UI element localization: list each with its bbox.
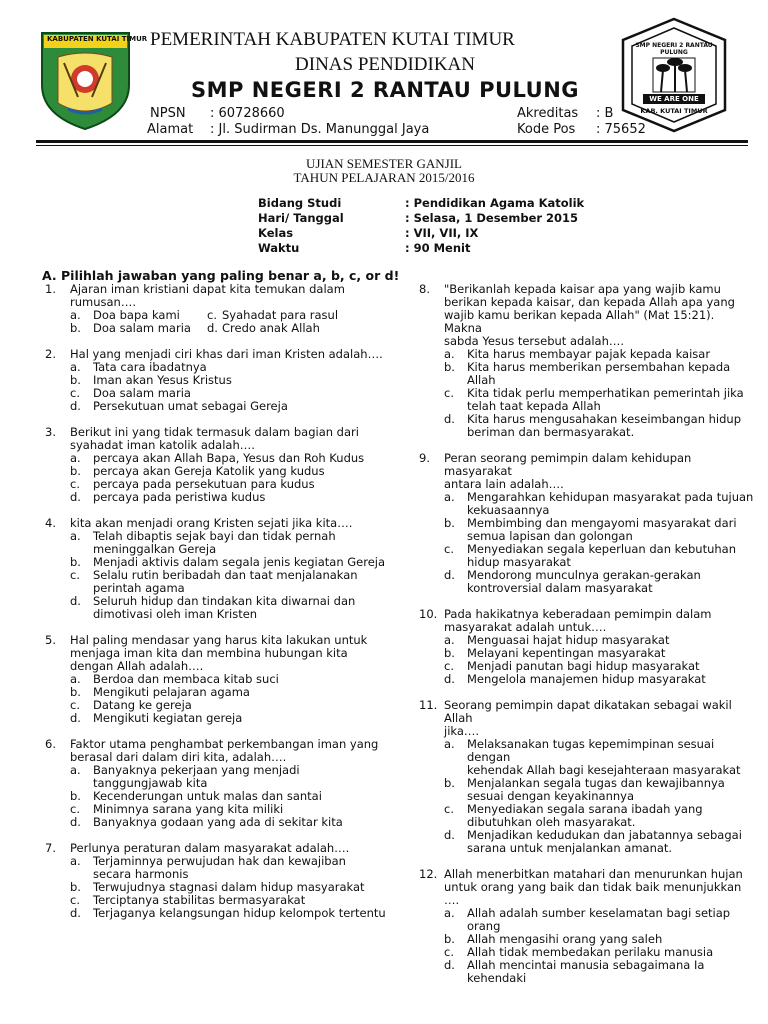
school-logo [615,16,733,134]
question-line: Seorang pemimpin dapat dikatakan sebagai wakil Allah [444,698,732,725]
answer-option [444,569,754,595]
option-line: percaya pada persekutuan para kudus [93,477,315,491]
option-letter: d. [70,594,81,608]
option-text [467,543,754,569]
answer-option [70,595,390,621]
school-logo-bottom-text: KAB. KUTAI TIMUR [640,107,708,115]
answer-option [70,530,390,556]
option-letter: a. [70,308,81,322]
answer-option [70,491,390,504]
question-number: 9. [419,451,430,465]
option-text: Syahadat para rasul [222,308,339,322]
question-line: Hal paling mendasar yang harus kita lakukan untuk [70,633,368,647]
option-line: Terjaganya kelangsungan hidup kelompok tertentu [93,906,386,920]
option-line: Tata cara ibadatnya [93,360,207,374]
option-text [467,491,754,517]
section-instruction: A. Pilihlah jawaban yang paling benar a, b, c, or d! [42,268,400,283]
option-letter: b. [70,321,81,335]
answer-option [444,907,754,933]
option-letter: c. [444,802,454,816]
question-6 [45,738,390,829]
option-line: Kita harus mengusahakan keseimbangan hidup [467,412,742,426]
school-logo-top-text: SMP NEGERI 2 RANTAU PULUNG [635,42,713,56]
meta-label-class: Kelas [258,226,294,240]
option-letter: a. [444,347,455,361]
option-letter: c. [444,386,454,400]
question-text [444,608,754,634]
option-letter: b. [444,360,455,374]
alamat-label: Alamat [147,122,194,137]
option-line: Kecenderungan untuk malas dan santai [93,789,322,803]
option-line: kontroversial dalam masyarakat [467,581,653,595]
answer-option [444,738,754,777]
option-text [467,829,754,855]
option-text [467,413,754,439]
option-text [467,959,754,985]
question-number: 8. [419,282,430,296]
option-letter: d. [444,568,455,582]
question-number: 3. [45,425,56,439]
option-line: Mengikuti kegiatan gereja [93,711,243,725]
option-line: percaya akan Allah Bapa, Yesus dan Roh Kudus [93,451,365,465]
question-line: Peran seorang pemimpin dalam kehidupan masyarakat [444,451,692,478]
answer-option [444,777,754,803]
akreditas-value: : B [596,106,614,121]
option-line: Mengarahkan kehidupan masyarakat pada tujuan [467,490,754,504]
option-letter: a. [70,529,81,543]
kodepos-value: : 75652 [596,122,646,137]
answer-option [444,673,754,686]
answer-option [70,764,390,790]
option-text [93,712,390,725]
option-line: Menjadi panutan bagi hidup masyarakat [467,659,700,673]
option-line: hidup masyarakat [467,555,571,569]
question-line: Ajaran iman kristiani dapat kita temukan dalam [70,282,345,296]
question-line: Hal yang menjadi ciri khas dari iman Kristen adalah…. [70,347,383,361]
question-text [70,634,390,673]
question-9 [419,452,754,595]
option-letter: c. [70,477,80,491]
option-letter: a. [70,360,81,374]
question-line: untuk orang yang baik dan tidak baik menunjukkan …. [444,880,742,907]
question-number: 1. [45,282,56,296]
option-line: Kita harus memberikan persembahan kepada Allah [467,360,731,387]
option-letter: c. [70,568,80,582]
answer-option [444,959,754,985]
question-number: 6. [45,737,56,751]
option-line: Allah mencintai manusia sebagaimana Ia [467,958,705,972]
option-letter: d. [444,412,455,426]
option-letter: d. [70,906,81,920]
question-line: kita akan menjadi orang Kristen sejati jika kita…. [70,516,353,530]
kutai-timur-logo [38,23,148,131]
option-text [467,673,754,686]
question-line: berikan kepada kaisar, dan kepada Allah apa yang [444,295,735,309]
option-letter: d. [444,958,455,972]
akreditas-label: Akreditas [517,106,579,121]
option-text [93,400,390,413]
question-text [444,283,754,348]
option-letter: b. [444,776,455,790]
option-letter: c. [70,698,80,712]
option-line: Minimnya sarana yang kita miliki [93,802,284,816]
question-text [70,426,390,452]
option-text [93,816,390,829]
option-letter: c. [70,893,80,907]
option-line: Terciptanya stabilitas bermasyarakat [93,893,306,907]
option-text [93,530,390,556]
question-line: sabda Yesus tersebut adalah…. [444,334,625,348]
option-line: Terjaminnya perwujudan hak dan kewajiban [93,854,346,868]
option-letter: d. [70,815,81,829]
option-text [467,387,754,413]
answer-option [444,543,754,569]
meta-label-date: Hari/ Tanggal [258,211,344,225]
question-line: Allah menerbitkan matahari dan menurunkan hujan [444,867,743,881]
answer-option [444,491,754,517]
option-letter: a. [70,451,81,465]
option-line: Mengelola manajemen hidup masyarakat [467,672,706,686]
option-line: Seluruh hidup dan tindakan kita diwarnai dan [93,594,356,608]
question-line: Berikut ini yang tidak termasuk dalam bagian dari [70,425,359,439]
option-letter: b. [70,555,81,569]
answer-option [70,569,390,595]
option-text [93,491,390,504]
option-line: Terwujudnya stagnasi dalam hidup masyarakat [93,880,365,894]
question-text [70,738,390,764]
option-line: Datang ke gereja [93,698,192,712]
option-line: Membimbing dan mengayomi masyarakat dari [467,516,737,530]
question-text [70,283,390,309]
option-text [93,595,390,621]
option-text [467,907,754,933]
question-line: berasal dari dalam diri kita, adalah…. [70,750,287,764]
left-logo-text: KABUPATEN KUTAI TIMUR [47,35,148,43]
option-line: Menjadikan kedudukan dan jabatannya sebagai [467,828,742,842]
option-text [93,907,390,920]
question-number: 10. [419,607,438,621]
option-letter: c. [70,802,80,816]
school-name: SMP NEGERI 2 RANTAU PULUNG [190,78,580,102]
option-line: sarana untuk menjalankan amanat. [467,841,673,855]
option-line: kekuasaannya [467,503,550,517]
answer-option [444,387,754,413]
answer-option [70,816,390,829]
meta-value-subject: : Pendidikan Agama Katolik [405,196,585,210]
option-letter: a. [70,672,81,686]
option-letter: d. [70,490,81,504]
meta-value-time: : 90 Menit [405,241,471,255]
answer-option [70,712,390,725]
option-letter: b. [70,464,81,478]
option-line: kehendaki [467,971,527,985]
answer-option [70,907,390,920]
question-number: 4. [45,516,56,530]
option-line: Allah mengasihi orang yang saleh [467,932,663,946]
option-text [93,855,390,881]
option-row [70,322,390,335]
question-2 [45,348,390,413]
option-line: Kita harus membayar pajak kepada kaisar [467,347,711,361]
option-line: Telah dibaptis sejak bayi dan tidak pernah [93,529,336,543]
kop-line2: DINAS PENDIDIKAN [295,54,475,75]
question-line: wajib kamu berikan kepada Allah" (Mat 15:21). Makna [444,308,715,335]
question-12 [419,868,754,985]
option-line: Selalu rutin beribadah dan taat menjalanakan [93,568,358,582]
question-1 [45,283,390,335]
option-letter: c. [207,308,217,322]
option-text [467,777,754,803]
option-line: kehendak Allah bagi kesejahteraan masyarakat [467,763,741,777]
header-divider-thin [36,145,748,146]
option-letter: b. [70,685,81,699]
meta-label-subject: Bidang Studi [258,196,342,210]
option-letter: a. [444,737,455,751]
kop-line1: PEMERINTAH KABUPATEN KUTAI TIMUR [150,29,515,50]
option-line: Banyaknya pekerjaan yang menjadi [93,763,300,777]
alamat-value: : Jl. Sudirman Ds. Manunggal Jaya [210,122,430,137]
question-line: dengan Allah adalah…. [70,659,204,673]
question-number: 2. [45,347,56,361]
question-number: 7. [45,841,56,855]
school-logo-motto: WE ARE ONE [649,95,699,103]
npsn-label: NPSN [150,106,186,121]
option-line: secara harmonis [93,867,189,881]
option-line: Doa salam maria [93,386,191,400]
question-line: Perlunya peraturan dalam masyarakat adalah…. [70,841,350,855]
question-text [444,452,754,491]
option-text: Credo anak Allah [222,321,320,335]
question-7 [45,842,390,920]
option-letter: c. [444,945,454,959]
question-number: 5. [45,633,56,647]
meta-value-class: : VII, VII, IX [405,226,479,240]
option-letter: d. [207,321,218,335]
option-letter: d. [444,672,455,686]
npsn-value: : 60728660 [210,106,285,121]
question-line: antara lain adalah…. [444,477,564,491]
question-8 [419,283,754,439]
option-line: percaya akan Gereja Katolik yang kudus [93,464,325,478]
option-text [467,361,754,387]
question-line: masyarakat adalah untuk…. [444,620,607,634]
option-letter: a. [70,854,81,868]
option-line: meninggalkan Gereja [93,542,217,556]
question-line: rumusan…. [70,295,136,309]
option-text [467,569,754,595]
option-text [93,764,390,790]
option-line: perintah agama [93,581,185,595]
option-text: Doa bapa kami [93,308,180,322]
meta-value-date: : Selasa, 1 Desember 2015 [405,211,579,225]
option-text [467,803,754,829]
question-5 [45,634,390,725]
option-letter: c. [444,542,454,556]
question-4 [45,517,390,621]
option-letter: c. [70,386,80,400]
option-line: percaya pada peristiwa kudus [93,490,266,504]
question-10 [419,608,754,686]
option-letter: b. [444,932,455,946]
question-line: jika…. [444,724,480,738]
option-line: Melayani kepentingan masyarakat [467,646,666,660]
option-letter: a. [444,906,455,920]
option-line: Iman akan Yesus Kristus [93,373,232,387]
question-text [444,699,754,738]
option-letter: d. [70,711,81,725]
right-question-column [419,283,754,998]
option-line: Menguasai hajat hidup masyarakat [467,633,670,647]
option-line: semua lapisan dan golongan [467,529,633,543]
option-letter: d. [444,828,455,842]
answer-option [444,517,754,543]
option-line: Menyediakan segala sarana ibadah yang [467,802,703,816]
kodepos-label: Kode Pos [517,122,576,137]
option-line: Allah tidak membedakan perilaku manusia [467,945,714,959]
exam-title: UJIAN SEMESTER GANJIL [306,156,462,171]
option-text [93,569,390,595]
option-line: Mendorong munculnya gerakan-gerakan [467,568,701,582]
option-line: Menjalankan segala tugas dan kewajibannya [467,776,725,790]
option-line: Melaksanakan tugas kepemimpinan sesuai dengan [467,737,715,764]
answer-option [444,413,754,439]
option-line: Banyaknya godaan yang ada di sekitar kita [93,815,343,829]
exam-year: TAHUN PELAJARAN 2015/2016 [293,170,475,185]
question-3 [45,426,390,504]
option-letter: b. [444,646,455,660]
question-number: 12. [419,867,438,881]
question-number: 11. [419,698,438,712]
option-letter: c. [444,659,454,673]
option-line: Allah adalah sumber keselamatan bagi setiap [467,906,731,920]
question-line: menjaga iman kita dan membina hubungan kita [70,646,348,660]
option-line: Mengikuti pelajaran agama [93,685,250,699]
header-divider-thick [36,140,748,143]
option-line: dimotivasi oleh iman Kristen [93,607,258,621]
answer-option [70,400,390,413]
option-line: dibutuhkan oleh masyarakat. [467,815,636,829]
answer-option [444,829,754,855]
question-line: Faktor utama penghambat perkembangan iman yang [70,737,379,751]
option-letter: b. [70,373,81,387]
answer-option [444,361,754,387]
option-line: telah taat kepada Allah [467,399,601,413]
option-line: Berdoa dan membaca kitab suci [93,672,279,686]
question-line: "Berikanlah kepada kaisar apa yang wajib kamu [444,282,721,296]
option-letter: a. [444,490,455,504]
option-line: Menyediakan segala keperluan dan kebutuhan [467,542,736,556]
option-line: Persekutuan umat sebagai Gereja [93,399,288,413]
option-text [467,738,754,777]
option-text [467,517,754,543]
option-line: Menjadi aktivis dalam segala jenis kegiatan Gereja [93,555,386,569]
answer-option [444,803,754,829]
option-letter: b. [70,880,81,894]
question-11 [419,699,754,855]
left-questions [45,348,390,920]
answer-option [70,855,390,881]
option-text: Doa salam maria [93,321,191,335]
option-letter: d. [70,399,81,413]
option-line: tanggungjawab kita [93,776,208,790]
option-letter: b. [444,516,455,530]
question-line: syahadat iman katolik adalah…. [70,438,255,452]
question-line: Pada hakikatnya keberadaan pemimpin dalam [444,607,712,621]
option-line: sesuai dengan keyakinannya [467,789,634,803]
option-letter: a. [444,633,455,647]
option-letter: a. [70,763,81,777]
option-letter: b. [70,789,81,803]
left-question-column [45,283,390,933]
option-line: orang [467,919,501,933]
question-text [444,868,754,907]
option-line: Kita tidak perlu memperhatikan pemerintah jika [467,386,744,400]
meta-label-time: Waktu [258,241,300,255]
option-line: beriman dan bermasyarakat. [467,425,635,439]
